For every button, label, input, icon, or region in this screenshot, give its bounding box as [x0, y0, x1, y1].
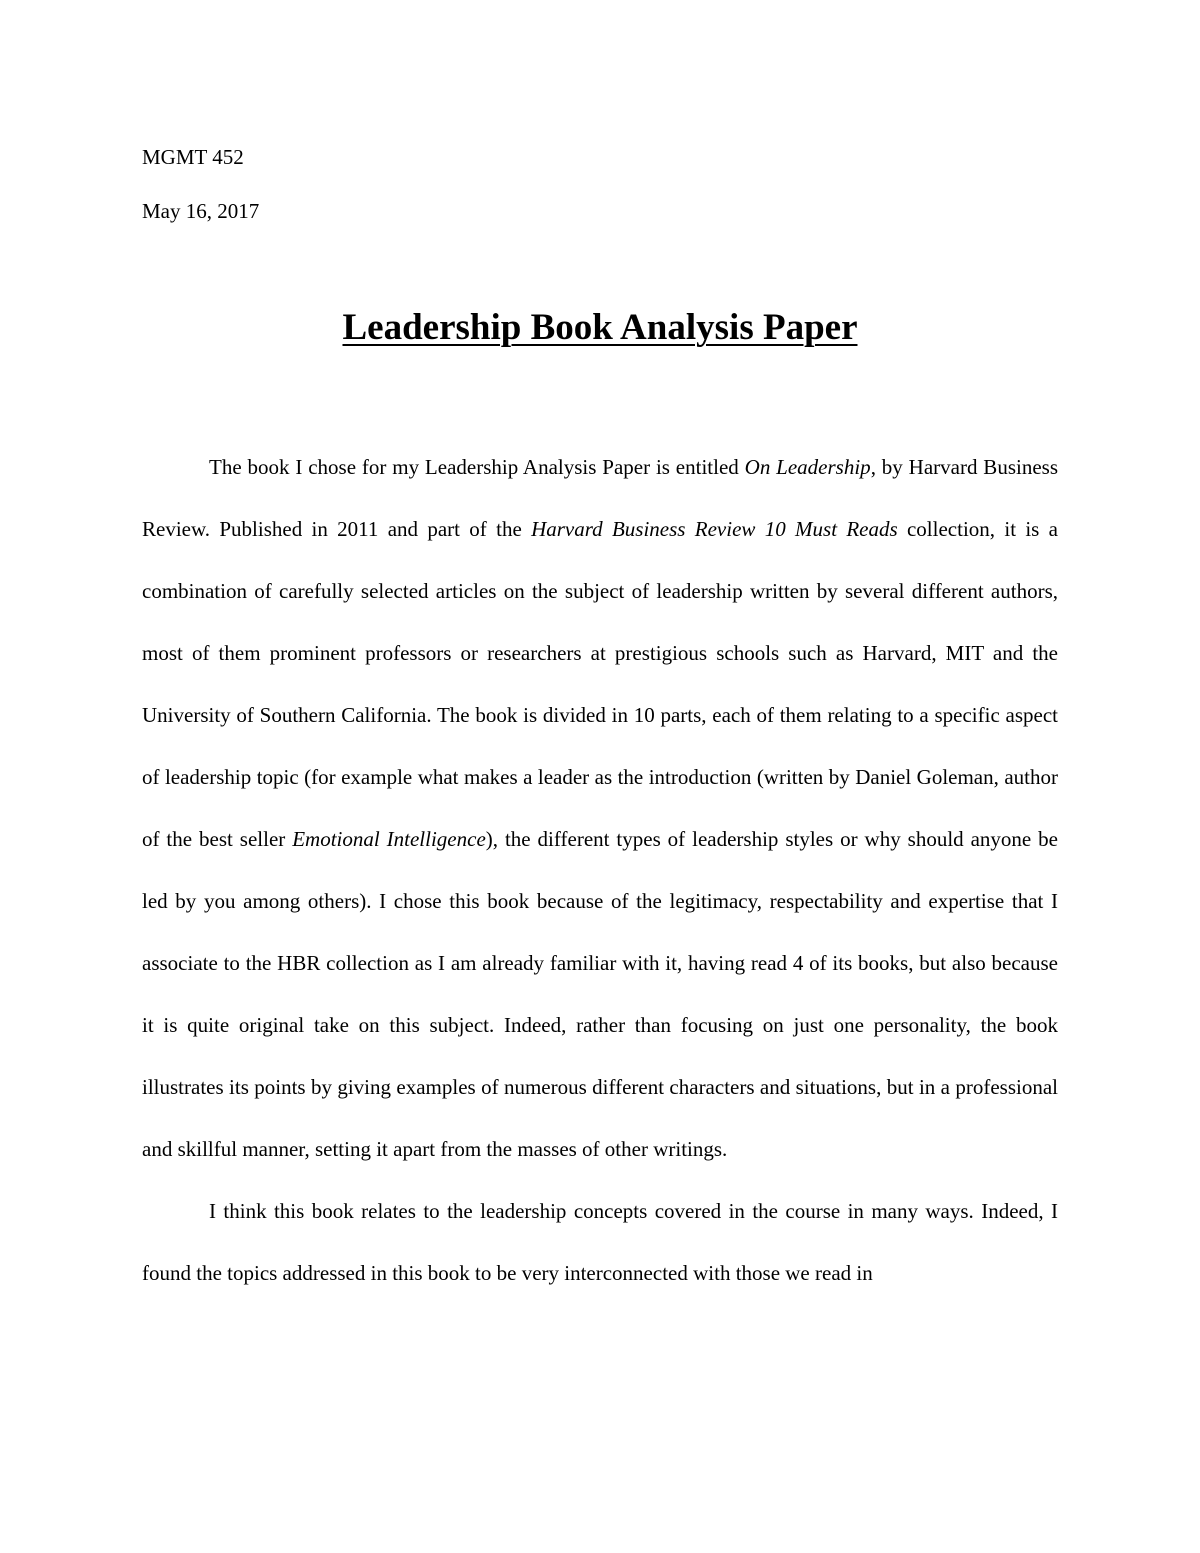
paragraph-1-text-b: , by Harvard Business Review. Published in 2011 and part of the — [142, 455, 1058, 541]
paragraph-2: I think this book relates to the leadership concepts covered in the course in many ways. Indeed, I found the topics addressed in this book to be very interconnected with those we read in — [142, 1199, 1058, 1285]
referenced-book-title: Emotional Intelligence — [292, 827, 486, 851]
paragraph-1-text-a: The book I chose for my Leadership Analysis Paper is entitled — [209, 455, 745, 479]
series-title: Harvard Business Review 10 Must Reads — [531, 517, 898, 541]
paper-title: Leadership Book Analysis Paper — [342, 307, 858, 348]
book-title: On Leadership — [744, 455, 871, 479]
paper-body — [142, 436, 1058, 1304]
paragraph-1-text-d: ), the different types of leadership styles or why should anyone be led by you among others). I chose this book because of the legitimacy, respectability and expertise that I associate to the HBR collection as I am already familiar with it, having read 4 of its books, but also because it is quite original take on this subject. Indeed, rather than focusing on just one personality, the book illustrates its points by giving examples of numerous different characters and situations, but in a professional and skillful manner, setting it apart from the masses of other writings. — [142, 827, 1059, 1161]
paragraph-1-text-c: collection, it is a combination of carefully selected articles on the subject of leadership written by several different authors, most of them prominent professors or researchers at prestigious schools such as Harvard, MIT and the University of Southern California. The book is divided in 10 parts, each of them relating to a specific aspect of leadership topic (for example what makes a leader as the introduction (written by Daniel Goleman, author of the best seller — [142, 517, 1058, 851]
course-code: MGMT 452 — [142, 145, 244, 169]
paper-date: May 16, 2017 — [142, 199, 260, 223]
paragraph-1 — [142, 436, 1058, 1180]
